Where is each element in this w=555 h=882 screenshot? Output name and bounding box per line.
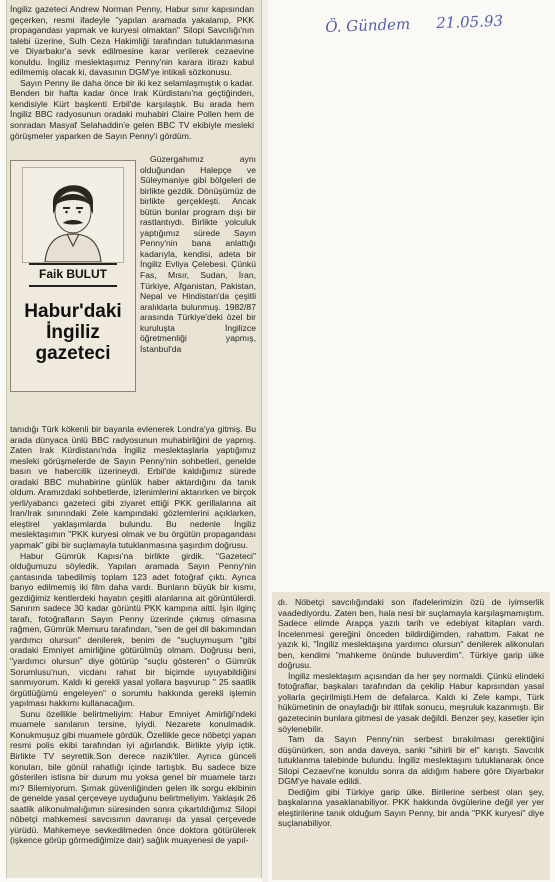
body-paragraph-3: Sunu özellikle belirtmeliyim: Habur Emniyet Amirliği'ndeki muamele sanılanın tersine, iyiydi. Nezarete konulmadık. Konukmuşuz gibi muamele gördük. Özellikle gece nöbetçi yapan resmi polis ekibi tarafından iyi ağırlandık. Birlikte yiyip içtik. Birlikte TV seyrettik.Son derece nazik'tiler. Ayrıca günceli konuları, bile gönül rahatlığı içinde tartıştık. Bu sadece bize gösterilen istisna bir durum mu yoksa genel bir muamele tarzı mı? Bilemiyorum. Şırnak güvenliğinden gelen ilk sorgu ekibinin de genelde yasal çerçeveye uyduğunu belirtmeliyim. Yaklaşık 26 saatlik alikonulmalığımın süresinden sonra çıkartıldığımız Silopi nöbetçi mahkemesi savcısının davranışı da yasal çerçevede yürüdü. Mahkemeye sevkedilmeden önce doktora götürülerek (işkence görüp görmediğimize dair) sağlık muayenesi de yapıl- xyxy=(10,708,256,846)
author-photo xyxy=(22,167,124,263)
paper-gap xyxy=(262,0,268,882)
annotation-source: Ö. Gündem xyxy=(325,15,411,36)
body-paragraph-2: Habur Gümrük Kapısı'na birlikte girdik. "Gazeteci" olduğumuzu söyledik. Yapılan aramada Sayın Penny'nin çantasında tabedilmiş toplam 123 adet fotoğraf çıktı. Ayrıca banyo edilmemiş iki film daha vardı. Bunların büyük bir kısmı, gezdiğimiz kentlerdeki hayatın çeşitli alanlarına ait görüntülerdi. Sanırım sadece 30 kadar görüntü PKK kampına aitti. İşin ilginç tarafı, fotoğrafların Sayın Penny üzerinde çıkmış olmasına rağmen, Gümrük Memuru tarafından, "sen de gel dil bakımından yardımcı olursun" denilerek, benim de "suçluymuşum "gibi oradaki Emniyet amirliğine götürülmüş olmam. Doğrusu beni, "yardımcı olursun" diye götürüp "suçlu gösteren" o Gümrük Sorumlusu'nun, vicdanı rahat bir biçimde uyuyabildiğini sanmıyorum. Kaldı ki gerekli yasal yollara başvurup " 25 saatlik örgütlüğümü engeleyen" o sorumlu hakkında gerekli işlemin yapılması hakkımı kullanacağım. xyxy=(10,550,256,709)
byline-rule-top xyxy=(29,263,117,265)
continuation-paragraph-3: Tam da Sayın Penny'nin serbest bırakılması gerektiğini düşünürken, son anda daveya, sanki "sihirli bir el" karıştı. Savcılık tutuklanma talebinde bulundu. İngiliz meslektaşım tutuklanarak önce Silopi Cezaevi'ne konuldu sonra da aldığım habere göre Diyarbakır DGM'ye havale edildi. xyxy=(278,734,544,787)
article-headline: Habur'daki İngiliz gazeteci xyxy=(24,301,122,364)
handwritten-annotation xyxy=(325,12,503,36)
lead-paragraph-2: Sayın Penny ile daha önce bir iki kez selamlaşmıştık o kadar. Benden bir hafta kadar önce Irak Kürdistanı'na geçtiğinden, kendisiyle Kürt başkenti Erbil'de karşılaştık. Bu arada hem İngiliz BBC radyosunun oradaki muhabiri Claire Pollen hem de sonradan Masyaf Selahaddin'e gelen BBC TV ekibiyle mesleki görüşmeler yaparken de Sayın Penny'i gördüm. xyxy=(10,77,254,141)
continuation-paragraph-4: Dediğim gibi Türkiye garip ülke. Birilerine serbest olan şey, başkalarına yasaklanabiliyor. PKK hakkında övgülerine değil yer yer eleştirilerine tanık olduğum Sayın Penny, bir anda "PKK kuryesi" diye suçlanabiliyor. xyxy=(278,786,544,829)
annotation-date: 21.05.93 xyxy=(435,11,504,33)
article-body-text xyxy=(10,424,256,876)
lead-paragraph-1: İngiliz gazeteci Andrew Norman Penny, Habur sınır kapısından geçerken, resmi ifadeyle "yapılan aramada yakalanıp, PKK propagandası yapmak ve kuryesi olmaktan" Silopi Savcılığı'nın talebi üzerine, Sulh Ceza Hakimliği tarafından tutuklanmasına ve Diyarbakır'a sevk edilmesine karar verilerek cezaevine konuldu. İngiliz meslektaşımız Penny'nin karara itirazı kabul edilmemiş olacak ki, davasının DGM'ye intikali sözkonusu. xyxy=(10,4,254,78)
portrait-icon xyxy=(23,168,123,262)
article-lead-text xyxy=(10,4,254,154)
side-column-text: Güzergahımız aynı olduğundan Halepçe ve Süleymaniye gibi bölgeleri de birlikte gezdik. Dönüşümüz de birlikte gerçekleşti. Ancak bütün bunlar program dışı bir rastlantıydı. Birlikte yolculuk yaptığımız sürede Sayın Penny'nin bana anlattığı kadarıyla, kendisi, adeta bir İngiliz Evliya Çelebesi. Çünkü Fas, Mısır, Sudan, İran, Türkiye, Afganistan, Pakistan, Nepal ve Hindistan'da çeşitli aralıklarla bulunmuş. 1982/87 arasında Türkiye'deki özel bir kuruluşta İngilizce öğretmenliği yapmış, İstanbul'da xyxy=(140,154,256,354)
continuation-text xyxy=(278,597,544,877)
body-paragraph-1: tanıdığı Türk kökenli bir bayanla evlenerek Londra'ya gitmiş. Bu arada dünyaca ünlü BBC radyosunun muhabirliğini de yapmış. Zaten Irak Kürdistanı'nda İngiliz meslektaşlarla yaptığımız mesleki görüşmelerde de Sayın Penny'nin sohbetleri, genelde basın ve habercilik üzerineydi. Erbil'de kaldığımız sürede oradaki BBC muhabirine günlük haber aktardığını da tanık oldum. Aramızdaki sohbetlerde, izlenimlerini aktarırken ve birçok yerli/yabancı gazeteci gibi ziyaret ettiği PKK gerillalarına ait İran/Irak sınırındaki Zele kampındaki gözlemlerini açıklarken, eleştirel yaklaşımlarda bulundu. Bu nedenle İngiliz meslektaşımın "PKK kuryesi olmak ve bu örgütün propagandası yapmak" gibi bir suçlamayla tutuklanmasına şaşırdım doğrusu. xyxy=(10,424,256,551)
author-box xyxy=(10,160,136,392)
continuation-paragraph-2: İngiliz meslektaşım açısından da her şey normaldi. Çünkü elindeki fotoğraflar, başkaları tarafından da çekilip Habur kapısından yasal yollarla geçirilmişti.Hem de defalarca. Kaldı ki Zele kampı, Türk hükümetinin de onayladığı bir ittifak sonucu, meşruluk kazanmıştı. Bir gazetecinin bunlara gitmesi de yasak değildi. Benzer şey, kasetler için söylenebilir. xyxy=(278,670,544,734)
continuation-paragraph-1: dı. Nöbetçi savcılığındaki son ifadelerimizin özü de iyimserlik vaadediyordu. Zaten ben, hala nesi bir suçlamayla karşılaşmamıştım. Sadece elimde Arapça yazılı tarih ve edebiyat kitapları vardı. İncelenmesi gereğini önceden bildirdiğimden, rahattım. Fakat ne yazık ki, "İngiliz meslektaşına yardımcı olursun" denilerek alikonulan ben, kendimi "mahkeme önünde buluverdim". Türkiye garip ülke doğrusu. xyxy=(278,597,544,671)
byline-rule-bottom xyxy=(29,285,117,287)
author-byline: Faik BULUT xyxy=(38,267,107,281)
